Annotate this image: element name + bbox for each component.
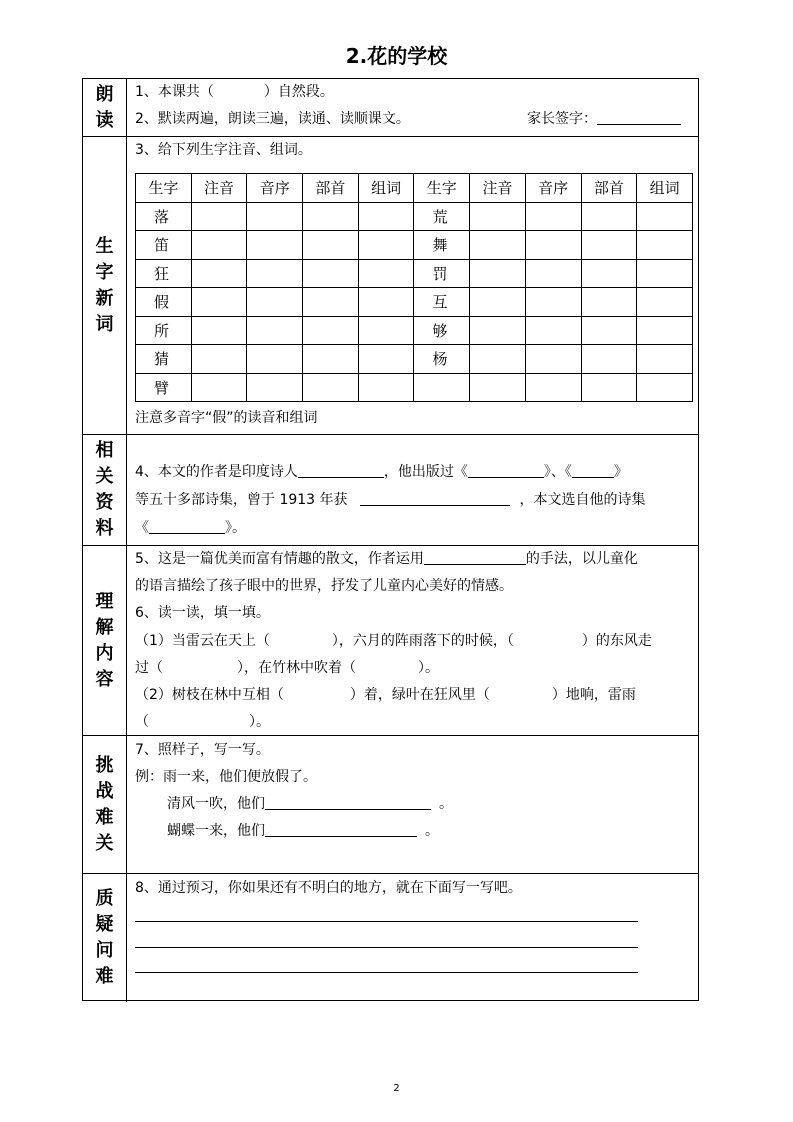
question-6-2-line-1: （2）树枝在林中互相（ ）着，绿叶在狂风里（ ）地响，雷雨: [135, 687, 636, 703]
answer-line[interactable]: [135, 947, 638, 948]
page-title: 2.花的学校: [345, 44, 448, 68]
answer-line[interactable]: [135, 921, 638, 922]
section-label-understand: 理 解 内 容: [83, 546, 127, 735]
award-field[interactable]: [360, 491, 510, 506]
section-label-challenge: 挑 战 难 关: [83, 736, 127, 873]
question-5-line-1: 5、这是一篇优美而富有情趣的散文，作者运用 的手法，以儿童化: [135, 551, 638, 567]
section-label-read: 朗 读: [83, 79, 127, 136]
table-row: 假 互: [136, 288, 693, 317]
parent-signature: 家长签字：: [527, 110, 681, 128]
table-row: 所 够: [136, 316, 693, 345]
table-row: 笛 舞: [136, 231, 693, 260]
signature-field[interactable]: [597, 110, 681, 125]
character-table: [135, 173, 693, 402]
section-label-question: 质 疑 问 难: [83, 874, 127, 1002]
page-number: 2: [393, 1083, 400, 1094]
question-3: 3、给下列生字注音、组词。: [135, 142, 312, 158]
table-header-row: 生字 注音 音序 部首 组词 生字 注音 音序 部首 组词: [136, 174, 693, 203]
sentence-1-field[interactable]: [265, 795, 431, 810]
question-6-1-line-2: 过（ ），在竹林中吹着（ ）。: [135, 660, 439, 676]
question-6-2-line-2: （ ）。: [135, 714, 270, 730]
section-question: [83, 873, 698, 1002]
table-row: 臂: [136, 373, 693, 402]
book-1-field[interactable]: [468, 463, 544, 478]
polyphone-note: 注意多音字“假”的读音和组词: [135, 410, 318, 426]
answer-line[interactable]: [135, 972, 638, 973]
table-row: 狂 罚: [136, 259, 693, 288]
question-4-line-3: 《 》。: [135, 520, 246, 536]
question-6-1-line-1: （1）当雷云在天上（ ），六月的阵雨落下的时候，（ ）的东风走: [135, 633, 652, 649]
sentence-2: 蝴蝶一来，他们 。: [167, 823, 439, 839]
table-row: 落 荒: [136, 202, 693, 231]
collection-field[interactable]: [149, 519, 225, 534]
question-2: 2、默读两遍，朗读三遍，读通、读顺课文。: [135, 111, 410, 127]
sentence-2-field[interactable]: [265, 822, 417, 837]
question-5-line-2: 的语言描绘了孩子眼中的世界，抒发了儿童内心美好的情感。: [135, 578, 513, 594]
question-8: 8、通过预习，你如果还有不明白的地方，就在下面写一写吧。: [135, 880, 522, 896]
question-4-line-2: 等五十多部诗集，曾于 1913 年获 ，本文选自他的诗集: [135, 492, 646, 508]
section-info: [83, 434, 698, 545]
section-label-words: 生 字 新 词: [83, 137, 127, 434]
example-sentence: 例：雨一来，他们便放假了。: [135, 769, 317, 785]
question-6: 6、读一读，填一填。: [135, 605, 270, 621]
technique-field[interactable]: [424, 550, 526, 565]
section-read: [83, 79, 698, 136]
table-row: 猜 杨: [136, 345, 693, 374]
book-2-field[interactable]: [572, 463, 614, 478]
sentence-1: 清风一吹，他们 。: [167, 796, 453, 812]
section-words: [83, 136, 698, 434]
section-challenge: [83, 735, 698, 873]
section-label-info: 相 关 资 料: [83, 435, 127, 545]
question-7: 7、照样子，写一写。: [135, 742, 270, 758]
section-understand: [83, 545, 698, 735]
question-4-line-1: 4、本文的作者是印度诗人 ，他出版过《 》、《 》: [135, 464, 628, 480]
poet-name-field[interactable]: [298, 463, 384, 478]
worksheet-table: [82, 78, 699, 1001]
question-1: 1、本课共（ ）自然段。: [135, 84, 334, 100]
